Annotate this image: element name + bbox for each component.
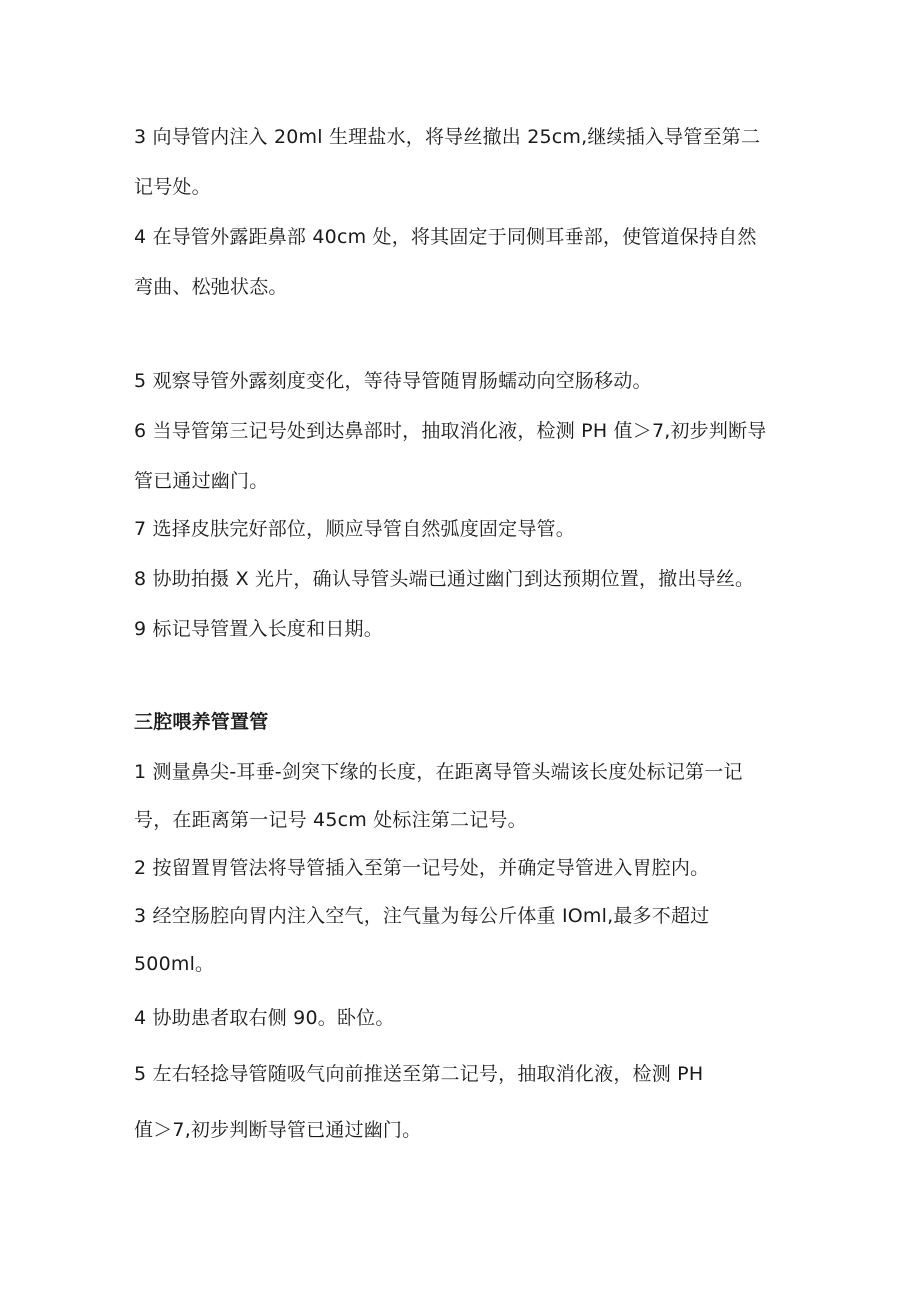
section-line: 号，在距离第一记号 45cm 处标注第二记号。: [134, 809, 527, 831]
section-line: 值＞7,初步判断导管已通过幽门。: [134, 1119, 422, 1141]
section-line: 2 按留置胃管法将导管插入至第一记号处，并确定导管进入胃腔内。: [134, 857, 710, 879]
section-line: 5 左右轻捻导管随吸气向前推送至第二记号，抽取消化液，检测 PH: [134, 1063, 704, 1085]
paragraph-line: 3 向导管内注入 20ml 生理盐水，将导丝撤出 25cm,继续插入导管至第二: [134, 126, 761, 148]
section-line: 4 协助患者取右侧 90。卧位。: [134, 1007, 395, 1029]
paragraph-line: 7 选择皮肤完好部位，顺应导管自然弧度固定导管。: [134, 518, 575, 540]
paragraph-line: 记号处。: [134, 176, 211, 198]
paragraph-line: 4 在导管外露距鼻部 40cm 处，将其固定于同侧耳垂部，使管道保持自然: [134, 226, 757, 248]
paragraph-line: 8 协助拍摄 X 光片，确认导管头端已通过幽门到达预期位置，撤出导丝。: [134, 568, 755, 590]
paragraph-line: 6 当导管第三记号处到达鼻部时，抽取消化液，检测 PH 值＞7,初步判断导: [134, 420, 767, 442]
section-line: 3 经空肠腔向胃内注入空气，注气量为每公斤体重 IOml,最多不超过: [134, 905, 710, 927]
section-line: 1 测量鼻尖-耳垂-剑突下缘的长度，在距离导管头端该长度处标记第一记: [134, 761, 743, 783]
paragraph-line: 管已通过幽门。: [134, 470, 269, 492]
paragraph-line: 9 标记导管置入长度和日期。: [134, 618, 383, 640]
paragraph-line: 5 观察导管外露刻度变化，等待导管随胃肠蠕动向空肠移动。: [134, 370, 652, 392]
section-heading: 三腔喂养管置管: [134, 711, 269, 733]
section-line: 500ml。: [134, 953, 215, 975]
paragraph-line: 弯曲、松弛状态。: [134, 276, 288, 298]
